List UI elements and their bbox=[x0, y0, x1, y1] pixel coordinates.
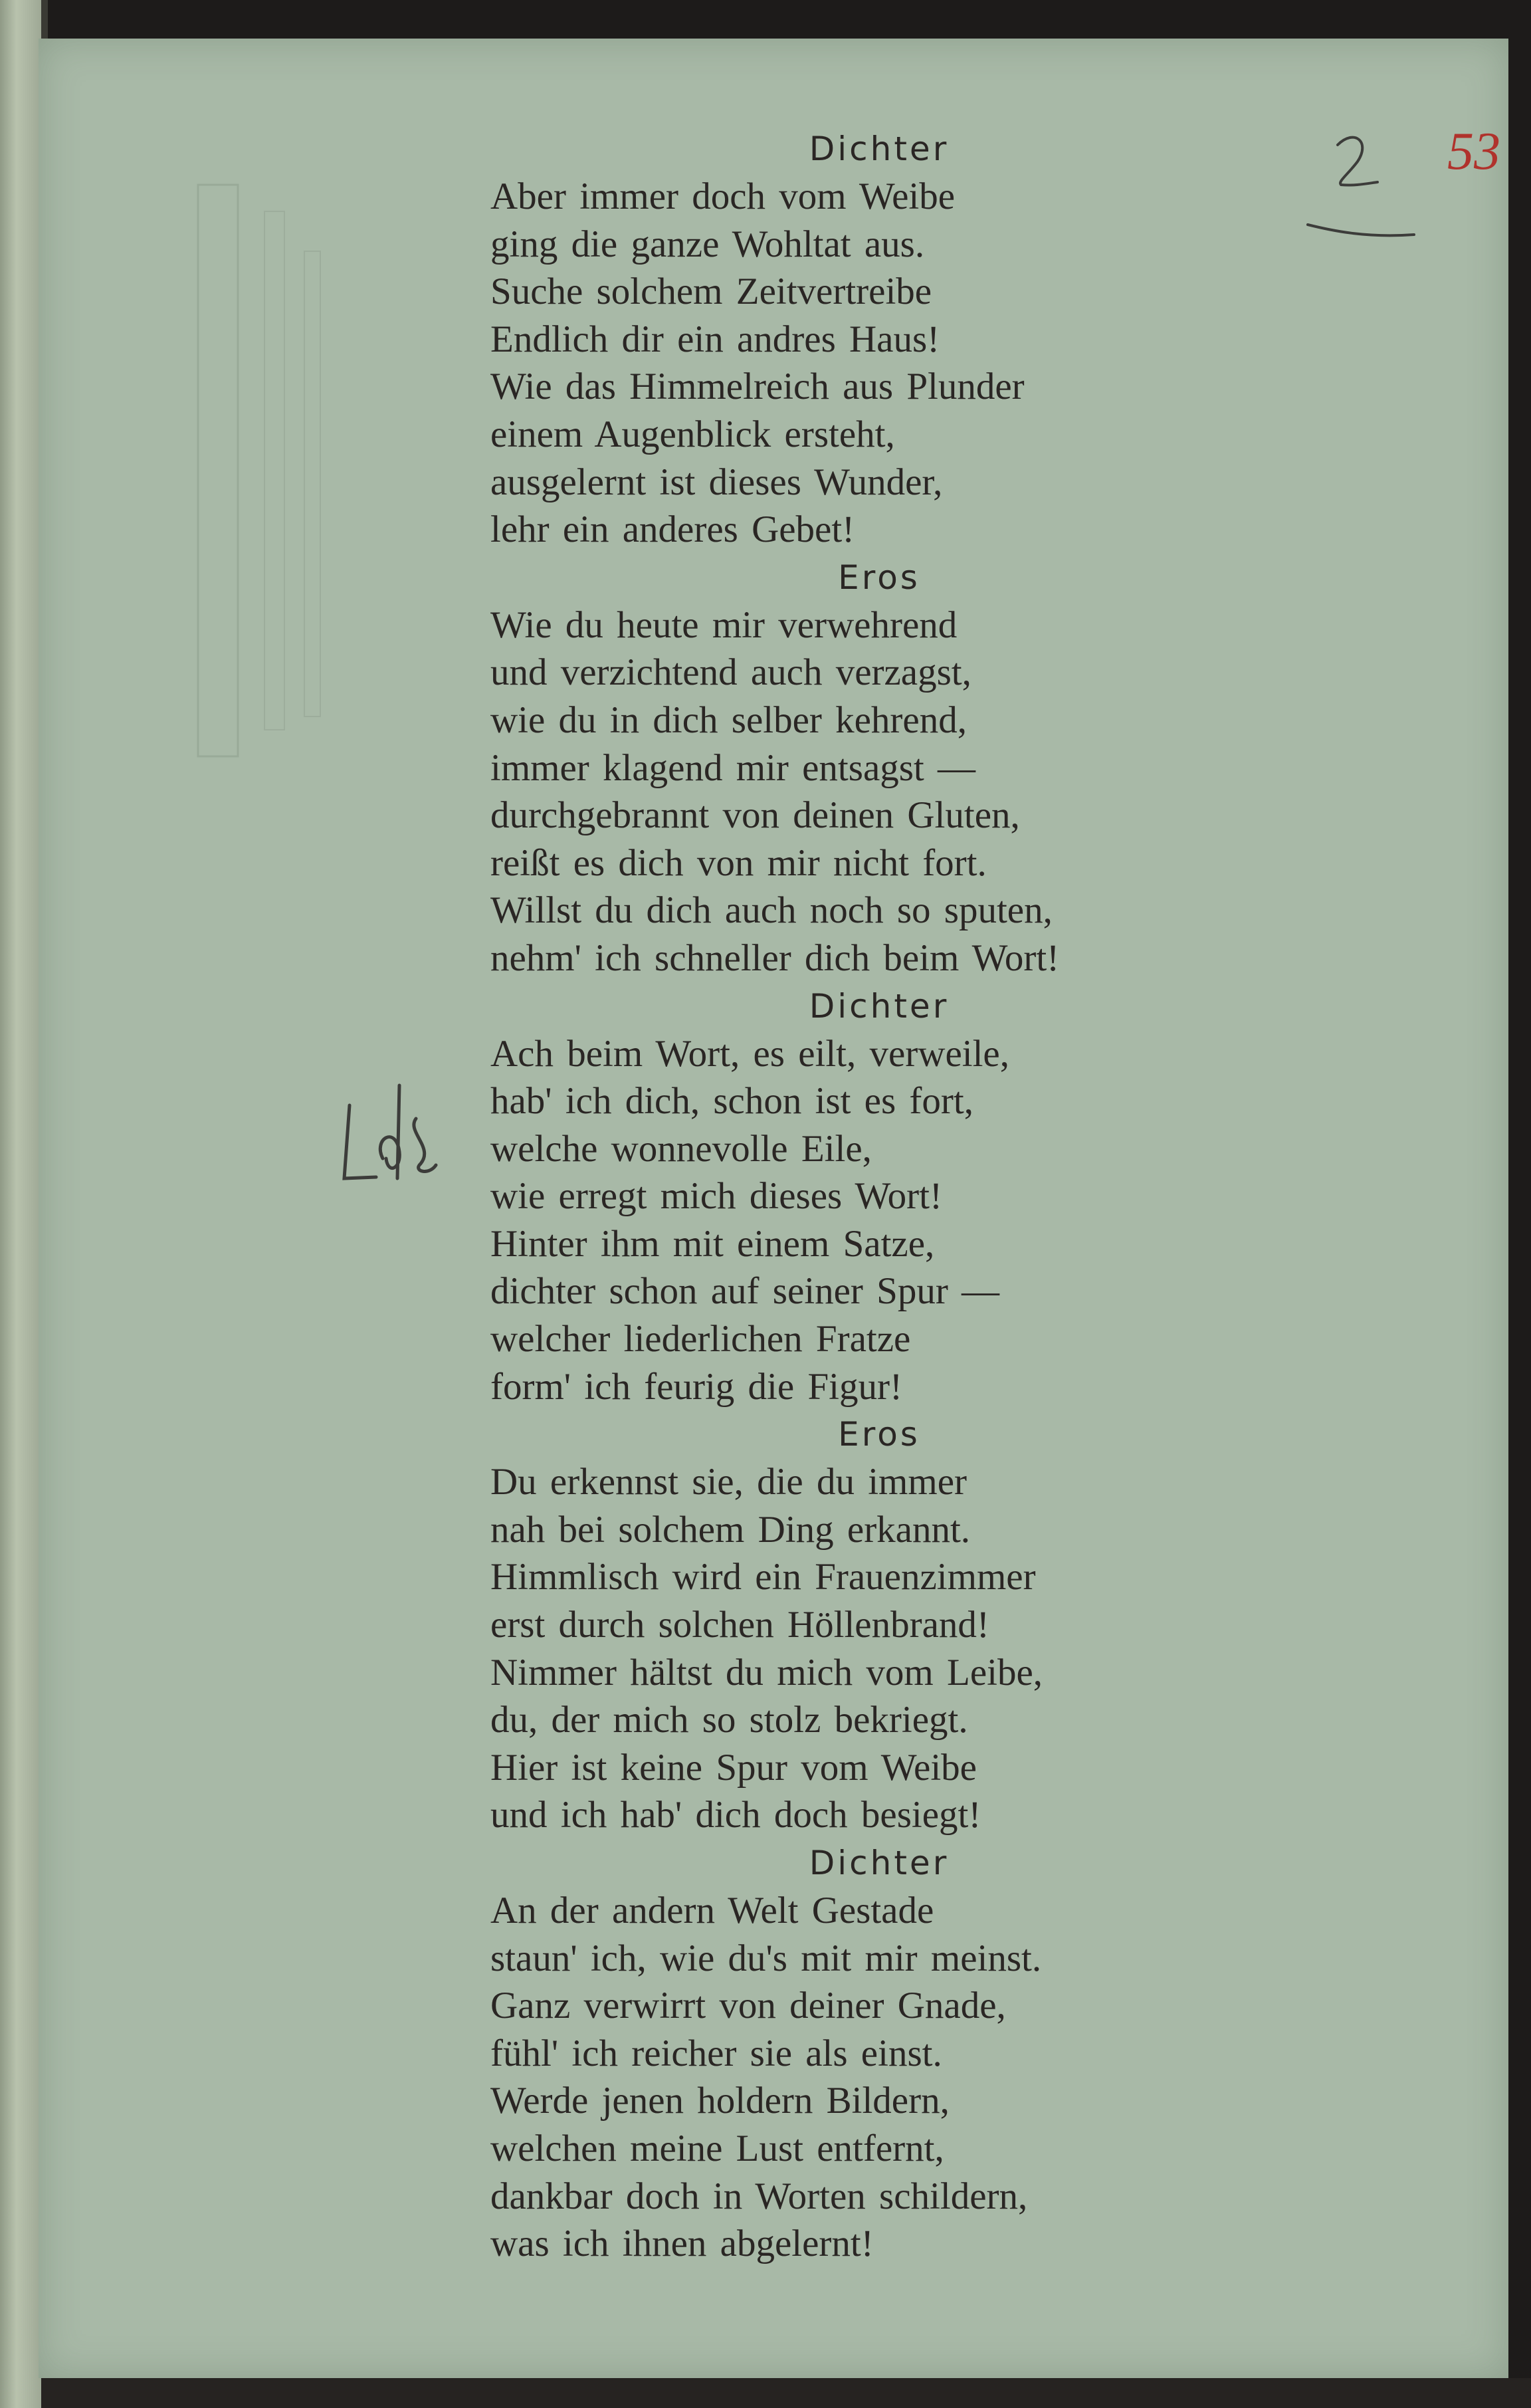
verse-line: und verzichtend auch verzagst, bbox=[490, 651, 971, 694]
verse-line: Suche solchem Zeitvertreibe bbox=[490, 271, 932, 313]
verse-line: form' ich feurig die Figur! bbox=[490, 1365, 902, 1408]
verse-line: nehm' ich schneller dich beim Wort! bbox=[490, 936, 1060, 979]
page bbox=[39, 39, 1508, 2378]
speaker-heading: Dichter bbox=[809, 130, 950, 168]
verse-line: reißt es dich von mir nicht fort. bbox=[490, 841, 987, 884]
stanza bbox=[490, 982, 1255, 1411]
verse-line: dankbar doch in Worten schildern, bbox=[490, 2175, 1028, 2217]
verse-line: Aber immer doch vom Weibe bbox=[490, 175, 956, 217]
speaker-heading: Eros bbox=[838, 558, 920, 597]
verse-line: Werde jenen holdern Bildern, bbox=[490, 2080, 950, 2122]
stanza bbox=[490, 1839, 1255, 2268]
verse-line: einem Augenblick ersteht, bbox=[490, 413, 895, 455]
show-through-stamp bbox=[185, 171, 357, 770]
verse-line: Wie du heute mir verwehrend bbox=[490, 603, 958, 646]
verse-line: immer klagend mir entsagst — bbox=[490, 746, 976, 789]
folio-number: 53 bbox=[1447, 122, 1500, 181]
verse-line: Himmlisch wird ein Frauenzimmer bbox=[490, 1556, 1036, 1598]
verse-line: welchen meine Lust entfernt, bbox=[490, 2127, 944, 2169]
verse-line: Du erkennst sie, die du immer bbox=[490, 1461, 968, 1503]
verse-line: nah bei solchem Ding erkannt. bbox=[490, 1508, 971, 1551]
pencil-number-mark bbox=[1301, 125, 1427, 258]
verse-line: Willst du dich auch noch so sputen, bbox=[490, 889, 1053, 932]
verse-line: durchgebrannt von deinen Gluten, bbox=[490, 794, 1020, 837]
verse-line: dichter schon auf seiner Spur — bbox=[490, 1270, 1000, 1313]
verse-line: staun' ich, wie du's mit mir meinst. bbox=[490, 1937, 1042, 1979]
stanza bbox=[490, 125, 1255, 554]
verse-line: ausgelernt ist dieses Wunder, bbox=[490, 461, 943, 503]
verse-line: Ganz verwirrt von deiner Gnade, bbox=[490, 1985, 1006, 2027]
verse-line: An der andern Welt Gestade bbox=[490, 1890, 934, 1931]
stanza bbox=[490, 1410, 1255, 1839]
verse-line: welche wonnevolle Eile, bbox=[490, 1127, 872, 1170]
verse-line: Nimmer hältst du mich vom Leibe, bbox=[490, 1651, 1043, 1694]
stanza bbox=[490, 554, 1255, 982]
verse-line: Wie das Himmelreich aus Plunder bbox=[490, 366, 1025, 408]
verse-line: welcher liederlichen Fratze bbox=[490, 1318, 911, 1361]
verse-line: und ich hab' dich doch besiegt! bbox=[490, 1794, 981, 1836]
verse-line: Ach beim Wort, es eilt, verweile, bbox=[490, 1032, 1009, 1075]
verse-line: Hinter ihm mit einem Satze, bbox=[490, 1222, 935, 1265]
verse-line: erst durch solchen Höllenbrand! bbox=[490, 1604, 989, 1646]
poem bbox=[490, 125, 1255, 2268]
speaker-heading: Dichter bbox=[809, 1844, 950, 1882]
speaker-heading: Eros bbox=[838, 1415, 920, 1454]
verse-line: ging die ganze Wohltat aus. bbox=[490, 223, 925, 265]
verse-line: hab' ich dich, schon ist es fort, bbox=[490, 1080, 973, 1123]
speaker-heading: Dichter bbox=[809, 986, 950, 1026]
verse-line: fühl' ich reicher sie als einst. bbox=[490, 2032, 942, 2074]
scan-border-bottom bbox=[41, 2378, 1531, 2408]
verse-line: was ich ihnen abgelernt! bbox=[490, 2223, 874, 2265]
verse-line: Hier ist keine Spur vom Weibe bbox=[490, 1746, 977, 1789]
book-spine bbox=[0, 0, 41, 2408]
verse-line: Endlich dir ein andres Haus! bbox=[490, 318, 940, 360]
pencil-margin-annotation bbox=[336, 1079, 456, 1212]
verse-line: lehr ein anderes Gebet! bbox=[490, 508, 855, 551]
verse-line: du, der mich so stolz bekriegt. bbox=[490, 1699, 968, 1741]
verse-line: wie du in dich selber kehrend, bbox=[490, 699, 967, 741]
verse-line: wie erregt mich dieses Wort! bbox=[490, 1175, 942, 1218]
